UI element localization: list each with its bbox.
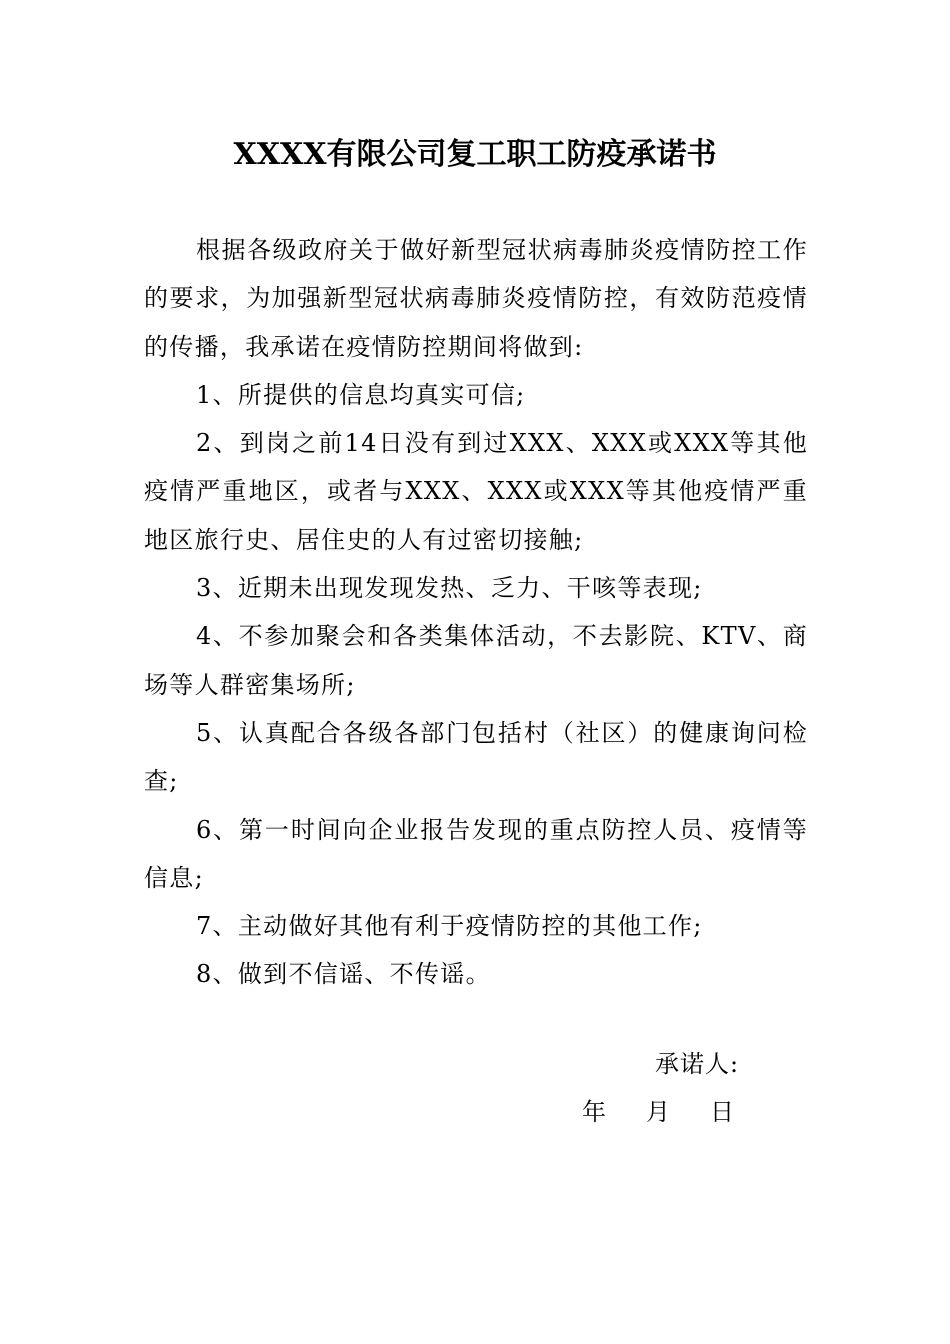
date-day-label: 日 (710, 1098, 734, 1126)
date-month-label: 月 (646, 1098, 670, 1126)
commitment-item-2: 2、到岗之前14日没有到过XXX、XXX或XXX等其他疫情严重地区，或者与XXX、XXX或XXX等其他疫情严重地区旅行史、居住史的人有过密切接触; (144, 429, 808, 554)
commitment-item-7: 7、主动做好其他有利于疫情防控的其他工作; (196, 912, 703, 941)
date-year-label: 年 (582, 1098, 606, 1126)
document-title: XXXX有限公司复工职工防疫承诺书 (233, 137, 717, 172)
commitment-item-4: 4、不参加聚会和各类集体活动，不去影院、KTV、商场等人群密集场所; (144, 622, 808, 699)
signer-label: 承诺人: (655, 1050, 740, 1078)
commitment-item-6: 6、第一时间向企业报告发现的重点防控人员、疫情等信息; (144, 815, 808, 892)
document-body (144, 226, 808, 999)
signature-date (582, 1088, 734, 1136)
commitment-item-3: 3、近期未出现发现发热、乏力、干咳等表现; (196, 574, 703, 603)
commitment-item-8: 8、做到不信谣、不传谣。 (196, 960, 491, 989)
commitment-item-5: 5、认真配合各级各部门包括村（社区）的健康询问检查; (144, 718, 808, 796)
commitment-item-1: 1、所提供的信息均真实可信; (196, 380, 526, 409)
intro-paragraph: 根据各级政府关于做好新型冠状病毒肺炎疫情防控工作的要求，为加强新型冠状病毒肺炎疫情防控，有效防范疫情的传播，我承诺在疫情防控期间将做到: (144, 236, 808, 361)
